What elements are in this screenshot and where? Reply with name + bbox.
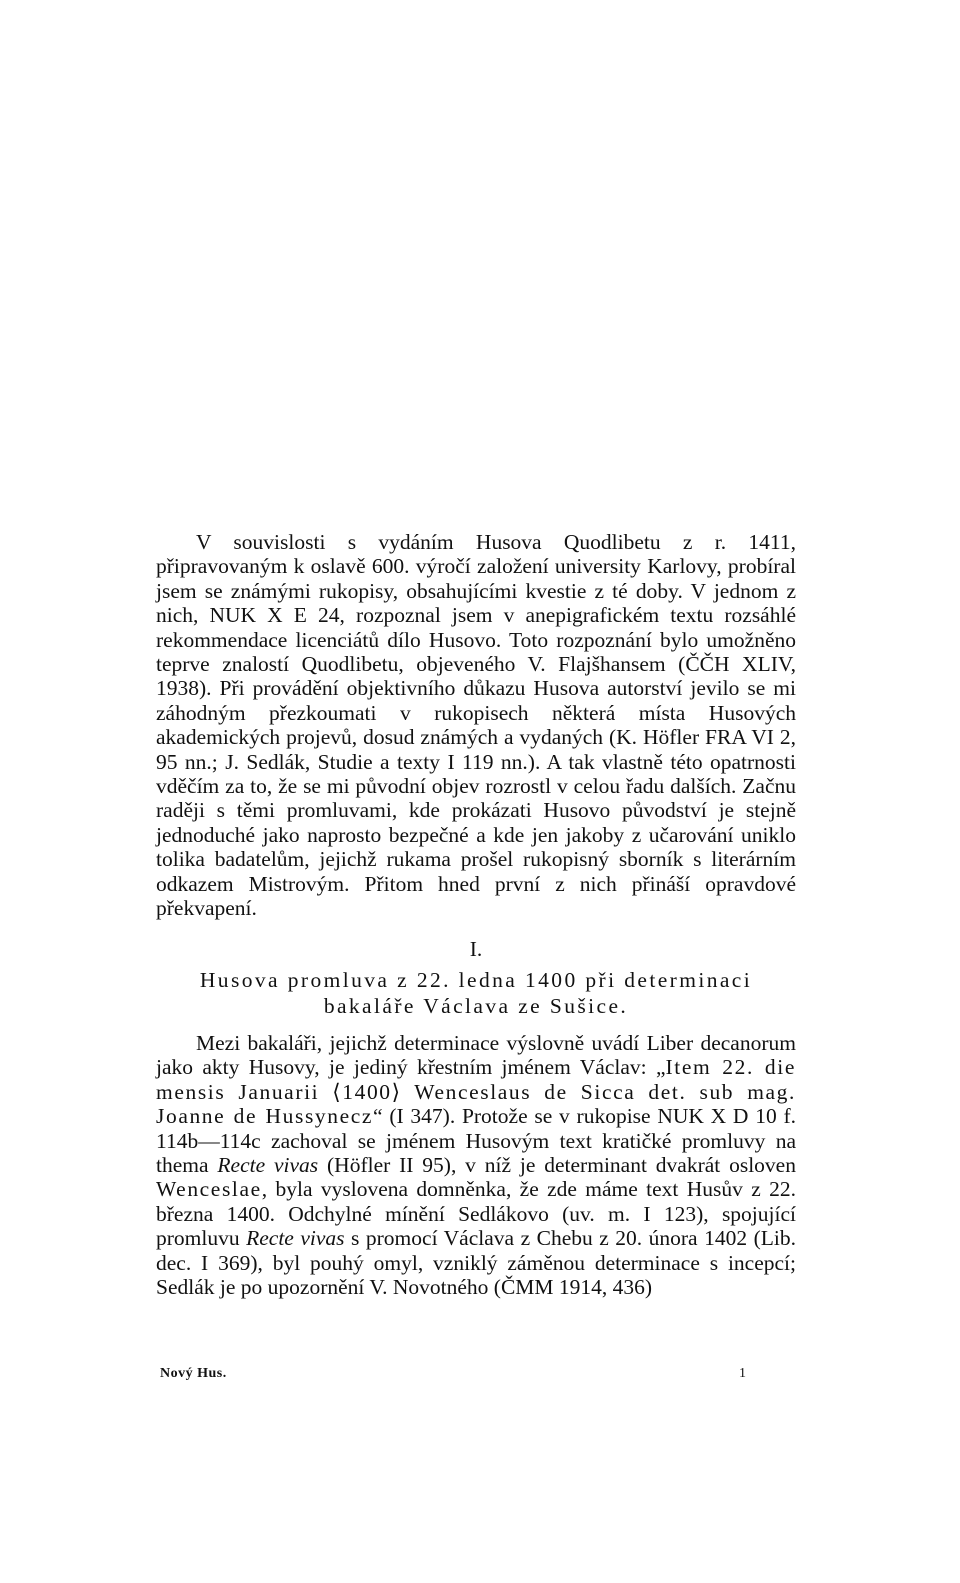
spaced-name: Wenceslae	[156, 1177, 262, 1202]
section-number: I.	[469, 936, 483, 961]
italic-title: Recte vivas	[217, 1152, 319, 1177]
printer-signature: Nový Hus.	[160, 1366, 227, 1381]
sheet-number: 1	[739, 1366, 746, 1381]
text-run: (Höfler II 95), v níž je determinant dvakrát osloven	[318, 1152, 796, 1177]
latin-quote: Item 22. die mensis Januarii ⟨1400⟩ Wenceslaus de Sicca det. sub mag. Joanne de Hussynecz	[156, 1055, 796, 1129]
intro-paragraph: V souvislosti s vydáním Husova Quodlibetu z r. 1411, připravovaným k oslavě 600. výročí založení university Karlovy, probíral jsem se známými rukopisy, obsahujícími kvestie z té doby. V jednom z nich, NUK X E 24, rozpoznal jsem v anepigrafickém textu rozsáhlé rekommendace licenciátů dílo Husovo. Toto rozpoznání bylo umožněno teprve znalostí Quodlibetu, objeveného V. Flajšhansem (ČČH XLIV, 1938). Při provádění objektivního důkazu Husova autorství jevilo se mi záhodným přezkoumati v rukopisech některá místa Husových akademických projevů, dosud známých a vydaných (K. Höfler FRA VI 2, 95 nn.; J. Sedlák, Studie a texty I 119 nn.). A tak vlastně této opatrnosti vděčím za to, že se mi původní objev rozrostl v celou řadu dalších. Začnu raději s těmi promluvami, kde prokázati Husovo původství je stejně jednoduché jako naprosto bezpečné a kde jen jakoby z učarování uniklo tolika badatelům, jejichž rukama prošel rukopisný sborník s literárním odkazem Mistrovým. Přitom hned první z nich přináší opravdové překvapení.	[156, 530, 796, 921]
page-footer	[156, 1366, 796, 1382]
italic-title: Recte vivas	[246, 1226, 345, 1251]
section-title	[156, 967, 796, 1019]
section-title-line-1: Husova promluva z 22. ledna 1400 při determinaci	[199, 967, 753, 992]
section-title-line-2: bakaláře Václava ze Sušice.	[323, 993, 629, 1018]
text-run: s promocí Václava z Chebu z 20. února 1402 (Lib. dec. I 369), byl pouhý omyl, vzniklý záměnou determinace s incepcí; Sedlák je po upozornění V. Novotného (ČMM 1914, 436)	[156, 1226, 796, 1299]
body-paragraph	[156, 1031, 796, 1299]
text-run: , byla vyslovena domněnka, že zde máme text Husův z 22. března 1400. Odchylné mínění Sedlákovo (uv. m. I 123), spojující promluvu	[156, 1177, 796, 1251]
page-body	[156, 530, 796, 1299]
text-run: Mezi bakaláři, jejichž determinace výslovně uvádí Liber decanorum jako akty Husovy, je jediný křestním jménem Václav: „	[156, 1030, 796, 1080]
text-run: “ (I 347). Protože se v rukopise NUK X D 10 f. 114b—114c zachoval se jménem Husovým text kratičké promluvy na thema	[156, 1104, 796, 1177]
